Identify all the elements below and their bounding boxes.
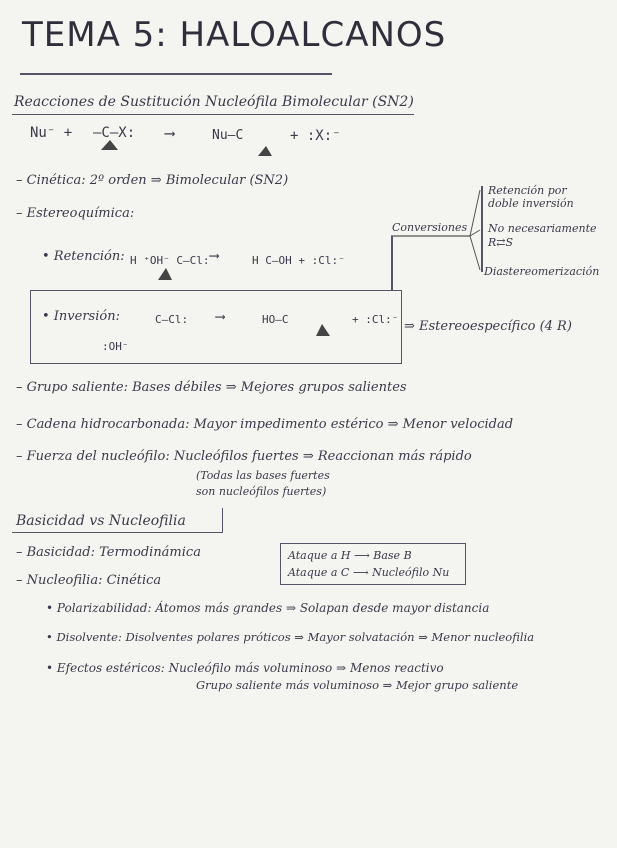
- branch-option-2: No necesariamente R⇄S: [488, 222, 597, 250]
- nucleophile-note-1: (Todas las bases fuertes: [196, 469, 330, 482]
- reaction-nucleophile: Nu⁻ +: [30, 125, 73, 141]
- sn2-heading: Reacciones de Sustitución Nucleófila Bimolecular (SN2): [14, 94, 414, 110]
- retention-label: • Retención:: [42, 249, 125, 264]
- branch-label: Conversiones: [392, 221, 468, 234]
- bullet-steric-effects: • Efectos estéricos: Nucleófilo más voluminoso ⇒ Menos reactivo: [46, 661, 444, 675]
- wedge-bond-icon: [158, 268, 172, 280]
- branch-option-1: Retención por doble inversión: [488, 184, 574, 211]
- retention-product: H C—OH + :Cl:⁻: [252, 254, 345, 267]
- retention-arrow: ⟶: [210, 248, 219, 264]
- kinetics-line: – Cinética: 2º orden ⇒ Bimolecular (SN2): [16, 173, 289, 188]
- wedge-bond-icon: [101, 140, 118, 150]
- wedge-bond-icon: [258, 146, 272, 156]
- inversion-product: HO—C: [262, 313, 289, 326]
- nucleophile-note-2: son nucleófilos fuertes): [196, 485, 327, 498]
- inversion-result: ⇒ Estereoespecífico (4 R): [404, 319, 572, 334]
- leaving-group-line: – Grupo saliente: Bases débiles ⇒ Mejores grupos salientes: [16, 380, 407, 395]
- stereochemistry-label: – Estereoquímica:: [16, 206, 135, 221]
- chain-line: – Cadena hidrocarbonada: Mayor impedimento estérico ⇒ Menor velocidad: [16, 417, 514, 432]
- inversion-leaving-group: + :Cl:⁻: [352, 313, 399, 326]
- wedge-bond-icon: [316, 324, 330, 336]
- basicity-heading: Basicidad vs Nucleofilia: [16, 513, 186, 529]
- inversion-hydroxide: :OH⁻: [102, 340, 129, 353]
- bullet-polarizability: • Polarizabilidad: Átomos más grandes ⇒ Solapan desde mayor distancia: [46, 601, 490, 615]
- retention-reactant: H ⁺OH⁻ C—Cl:: [130, 254, 210, 267]
- reaction-arrow: ⟶: [165, 124, 175, 142]
- reaction-product: Nu—C: [212, 128, 244, 143]
- inversion-label: • Inversión:: [42, 309, 120, 324]
- branch-lines: [470, 190, 480, 270]
- reaction-reactant: —C—X:: [93, 125, 136, 141]
- nucleophilicity-line: – Nucleofilia: Cinética: [16, 573, 162, 588]
- bullet-solvent: • Disolvente: Disolventes polares próticos ⇒ Mayor solvatación ⇒ Menor nucleofilia: [46, 630, 535, 644]
- basicity-line: – Basicidad: Termodinámica: [16, 545, 201, 560]
- attack-box-line-1: Ataque a H ⟶ Base B: [288, 549, 412, 562]
- steric-sub-line: Grupo saliente más voluminoso ⇒ Mejor grupo saliente: [196, 678, 519, 692]
- nucleophile-strength-line: – Fuerza del nucleófilo: Nucleófilos fuertes ⇒ Reaccionan más rápido: [16, 449, 472, 464]
- inversion-reactant: C—Cl:: [155, 313, 189, 326]
- reaction-leaving-group: + :X:⁻: [290, 128, 341, 144]
- inversion-arrow: ⟶: [216, 309, 225, 325]
- attack-box-line-2: Ataque a C ⟶ Nucleófilo Nu: [288, 566, 450, 579]
- page-title: TEMA 5: HALOALCANOS: [22, 15, 447, 55]
- branch-option-3: Diastereomerización: [484, 265, 600, 278]
